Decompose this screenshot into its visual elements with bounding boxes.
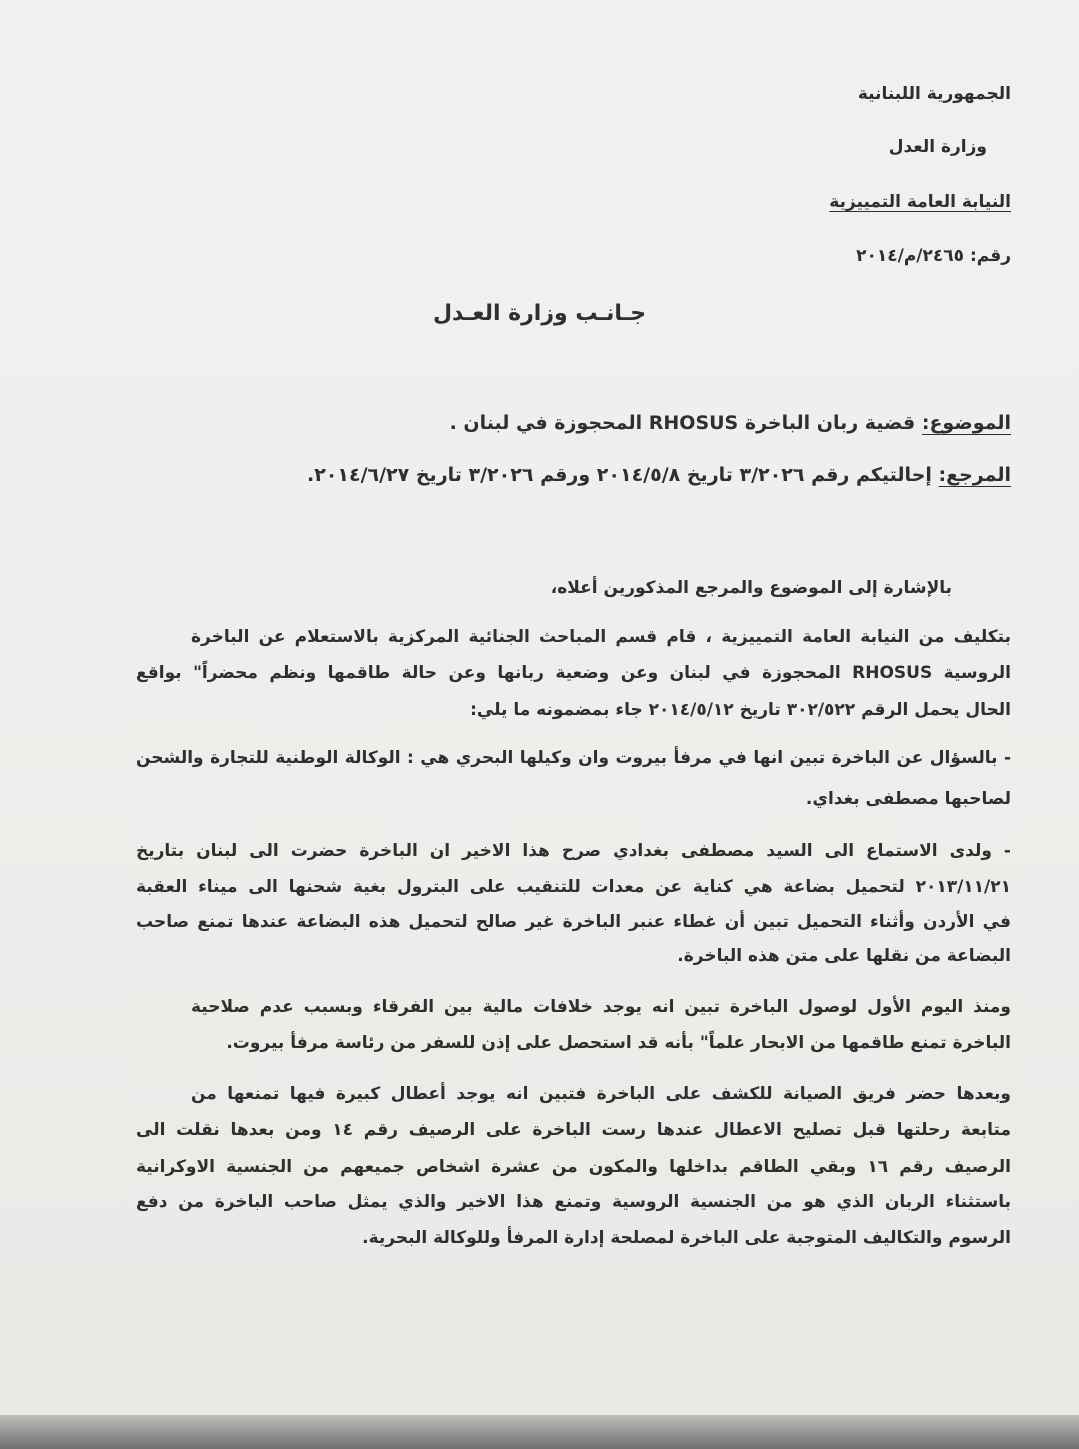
header-office: النيابة العامة التمييزية (829, 192, 1011, 212)
body-line: - ولدى الاستماع الى السيد مصطفى بغدادي صرح هذا الاخير ان الباخرة حضرت الى لبنان بتاريخ (136, 841, 1011, 861)
body-line: الرصيف رقم ١٦ وبقي الطاقم بداخلها والمكون من عشرة اشخاص جميعهم من الجنسية الاوكرانية (136, 1157, 1011, 1177)
header-ministry: وزارة العدل (888, 137, 987, 157)
body-line: باستثناء الربان الذي هو من الجنسية الروسية وتمنع هذا الاخير والذي يمثل صاحب الباخرة من دفع (136, 1192, 1011, 1212)
body-line: ومنذ اليوم الأول لوصول الباخرة تبين انه يوجد خلافات مالية بين الفرقاء وبسبب عدم صلاحية (191, 997, 1011, 1017)
subject-line (450, 409, 1011, 437)
body-line: في الأردن وأثناء التحميل تبين أن غطاء عنبر الباخرة غير صالح لتحميل هذه البضاعة عندها تمنع صاحب (136, 912, 1011, 932)
body-line: بتكليف من النيابة العامة التمييزية ، قام قسم المباحث الجنائية المركزية بالاستعلام عن الباخرة (191, 627, 1011, 647)
body-line: وبعدها حضر فريق الصيانة للكشف على الباخرة فتبين انه يوجد أعطال كبيرة فيها تمنعها من (191, 1084, 1011, 1104)
opening-line: بالإشارة إلى الموضوع والمرجع المذكورين أعلاه، (550, 578, 952, 598)
photo-bottom-shadow (0, 1415, 1079, 1449)
reference-text: إحالتيكم رقم ٣/٢٠٢٦ تاريخ ٢٠١٤/٥/٨ ورقم ٣/٢٠٢٦ تاريخ ٢٠١٤/٦/٢٧. (306, 464, 939, 486)
body-line: البضاعة من نقلها على متن هذه الباخرة. (677, 946, 1011, 966)
subject-label: الموضوع: (921, 412, 1011, 434)
body-line: الباخرة تمنع طاقمها من الابحار علماً" بأنه قد استحصل على إذن للسفر من رئاسة مرفأ بيروت. (226, 1033, 1011, 1053)
subject-text: قضية ربان الباخرة RHOSUS المحجوزة في لبنان . (449, 412, 922, 434)
body-line: لصاحبها مصطفى بغداي. (805, 789, 1011, 809)
body-line: الرسوم والتكاليف المتوجبة على الباخرة لمصلحة إدارة المرفأ وللوكالة البحرية. (362, 1228, 1011, 1248)
body-line: الروسية RHOSUS المحجوزة في لبنان وعن وضعية ربانها وعن حالة طاقمها ونظم محضراً" بواقع (136, 663, 1011, 683)
body-line: - بالسؤال عن الباخرة تبين انها في مرفأ بيروت وان وكيلها البحري هي : الوكالة الوطنية للتجارة والشحن (136, 748, 1011, 768)
body-line: الحال يحمل الرقم ٣٠٢/٥٢٢ تاريخ ٢٠١٤/٥/١٢ جاء بمضمونه ما يلي: (470, 700, 1011, 720)
body-line: متابعة رحلتها قبل تصليح الاعطال عندها رست الباخرة على الرصيف رقم ١٤ ومن بعدها نقلت الى (136, 1120, 1012, 1140)
reference-number: رقم: ٢٤٦٥/م/٢٠١٤ (856, 246, 1011, 266)
addressee-title: جـانـب وزارة العـدل (432, 301, 647, 326)
reference-label: المرجع: (938, 464, 1011, 486)
header-republic: الجمهورية اللبنانية (857, 84, 1011, 104)
body-line: ٢٠١٣/١١/٢١ لتحميل بضاعة هي كناية عن معدات للتنقيب على البترول بغية شحنها الى ميناء العقبة (136, 877, 1011, 897)
reference-line (307, 461, 1011, 489)
